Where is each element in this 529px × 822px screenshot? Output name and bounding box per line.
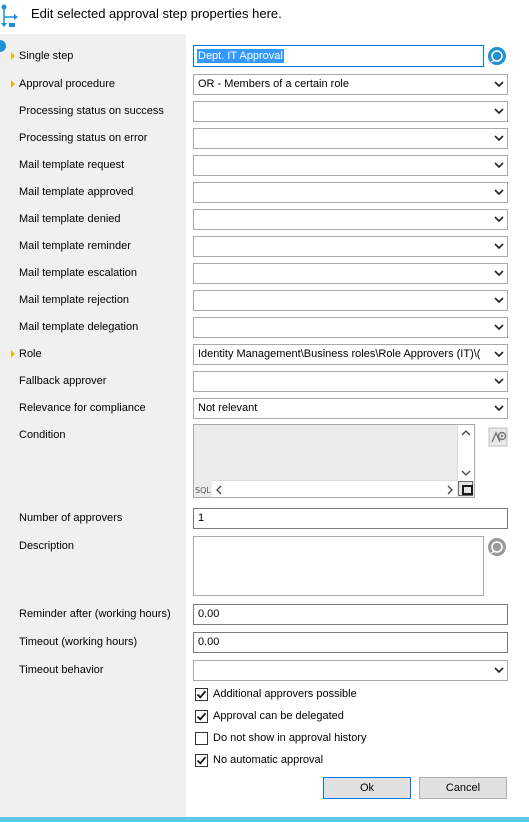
ok-button[interactable]: Ok — [323, 777, 411, 799]
chevron-down-icon — [494, 322, 504, 332]
no-automatic-approval-label: No automatic approval — [213, 754, 324, 766]
scroll-down-icon[interactable] — [461, 469, 471, 477]
chevron-down-icon — [494, 403, 504, 413]
required-marker — [11, 80, 15, 88]
mail-escalation-select[interactable] — [193, 263, 508, 284]
chevron-down-icon — [494, 187, 504, 197]
chevron-down-icon — [494, 214, 504, 224]
scroll-left-icon[interactable] — [215, 485, 223, 495]
fallback-approver-select[interactable] — [193, 371, 508, 392]
chevron-down-icon — [494, 349, 504, 359]
chevron-down-icon — [494, 79, 504, 89]
relevance-value: Not relevant — [198, 402, 258, 414]
check-icon — [196, 711, 207, 722]
labels-panel — [0, 34, 186, 817]
label-mail-denied: Mail template denied — [19, 213, 121, 225]
label-mail-approved: Mail template approved — [19, 186, 134, 198]
label-mail-escalation: Mail template escalation — [19, 267, 138, 279]
scroll-up-icon[interactable] — [461, 429, 471, 437]
sql-tag: SQL — [195, 486, 211, 495]
description-textarea[interactable] — [193, 536, 484, 596]
mail-rejection-select[interactable] — [193, 290, 508, 311]
mail-denied-select[interactable] — [193, 209, 508, 230]
multi-language-icon[interactable] — [487, 537, 507, 557]
label-mail-rejection: Mail template rejection — [19, 294, 130, 306]
single-step-value: Dept. IT Approval — [198, 50, 283, 62]
chevron-down-icon — [494, 106, 504, 116]
required-marker — [11, 350, 15, 358]
mail-approved-select[interactable] — [193, 182, 508, 203]
required-marker — [11, 52, 15, 60]
label-status-error: Processing status on error — [19, 132, 148, 144]
approval-procedure-value: OR - Members of a certain role — [198, 78, 349, 90]
dialog-header — [0, 0, 529, 34]
approval-procedure-select[interactable] — [193, 74, 508, 95]
number-of-approvers-input[interactable] — [193, 508, 508, 529]
approval-delegated-label: Approval can be delegated — [213, 710, 344, 722]
check-icon — [196, 755, 207, 766]
label-reminder: Reminder after (working hours) — [19, 608, 171, 620]
expand-editor-button[interactable] — [458, 481, 473, 496]
chevron-down-icon — [494, 665, 504, 675]
label-description: Description — [19, 540, 75, 552]
label-mail-request: Mail template request — [19, 159, 125, 171]
check-icon — [196, 689, 207, 700]
hide-approval-history-checkbox[interactable] — [195, 732, 208, 745]
condition-editor[interactable] — [193, 424, 475, 498]
scroll-right-icon[interactable] — [446, 485, 454, 495]
chevron-down-icon — [494, 295, 504, 305]
mail-request-select[interactable] — [193, 155, 508, 176]
chevron-down-icon — [494, 133, 504, 143]
label-approval-procedure: Approval procedure — [19, 78, 116, 90]
approval-delegated-checkbox[interactable] — [195, 710, 208, 723]
label-timeout-behavior: Timeout behavior — [19, 664, 104, 676]
chevron-down-icon — [494, 241, 504, 251]
chevron-down-icon — [494, 160, 504, 170]
additional-approvers-label: Additional approvers possible — [213, 688, 357, 700]
condition-vertical-scrollbar[interactable] — [457, 425, 474, 481]
role-value: Identity Management\Business roles\Role Approvers (IT)\( — [198, 348, 481, 360]
approval-workflow-icon — [0, 3, 20, 29]
reminder-input[interactable] — [193, 604, 508, 625]
single-step-input[interactable] — [193, 45, 484, 67]
role-select[interactable] — [193, 344, 508, 365]
timeout-behavior-select[interactable] — [193, 660, 508, 681]
relevance-select[interactable] — [193, 398, 508, 419]
cancel-button[interactable]: Cancel — [419, 777, 507, 799]
status-error-select[interactable] — [193, 128, 508, 149]
reminder-value: 0.00 — [198, 608, 220, 620]
no-automatic-approval-checkbox[interactable] — [195, 754, 208, 767]
bottom-accent-bar — [0, 817, 529, 822]
info-icon — [0, 40, 6, 52]
condition-editor-icon[interactable] — [488, 427, 508, 447]
number-of-approvers-value: 1 — [198, 512, 205, 524]
mail-reminder-select[interactable] — [193, 236, 508, 257]
status-success-select[interactable] — [193, 101, 508, 122]
mail-delegation-select[interactable] — [193, 317, 508, 338]
multi-language-icon[interactable] — [487, 46, 507, 66]
chevron-down-icon — [494, 268, 504, 278]
dialog-title: Edit selected approval step properties here. — [31, 6, 282, 21]
chevron-down-icon — [494, 376, 504, 386]
label-mail-reminder: Mail template reminder — [19, 240, 131, 252]
label-condition: Condition — [19, 429, 66, 441]
label-fallback-approver: Fallback approver — [19, 375, 107, 387]
condition-horizontal-scrollbar[interactable] — [212, 480, 457, 497]
label-timeout: Timeout (working hours) — [19, 636, 138, 648]
timeout-input[interactable] — [193, 632, 508, 653]
label-single-step: Single step — [19, 50, 74, 62]
additional-approvers-checkbox[interactable] — [195, 688, 208, 701]
label-relevance: Relevance for compliance — [19, 402, 146, 414]
label-status-success: Processing status on success — [19, 105, 164, 117]
timeout-value: 0.00 — [198, 636, 220, 648]
label-role: Role — [19, 348, 42, 360]
hide-approval-history-label: Do not show in approval history — [213, 732, 367, 744]
label-mail-delegation: Mail template delegation — [19, 321, 139, 333]
label-number-of-approvers: Number of approvers — [19, 512, 123, 524]
